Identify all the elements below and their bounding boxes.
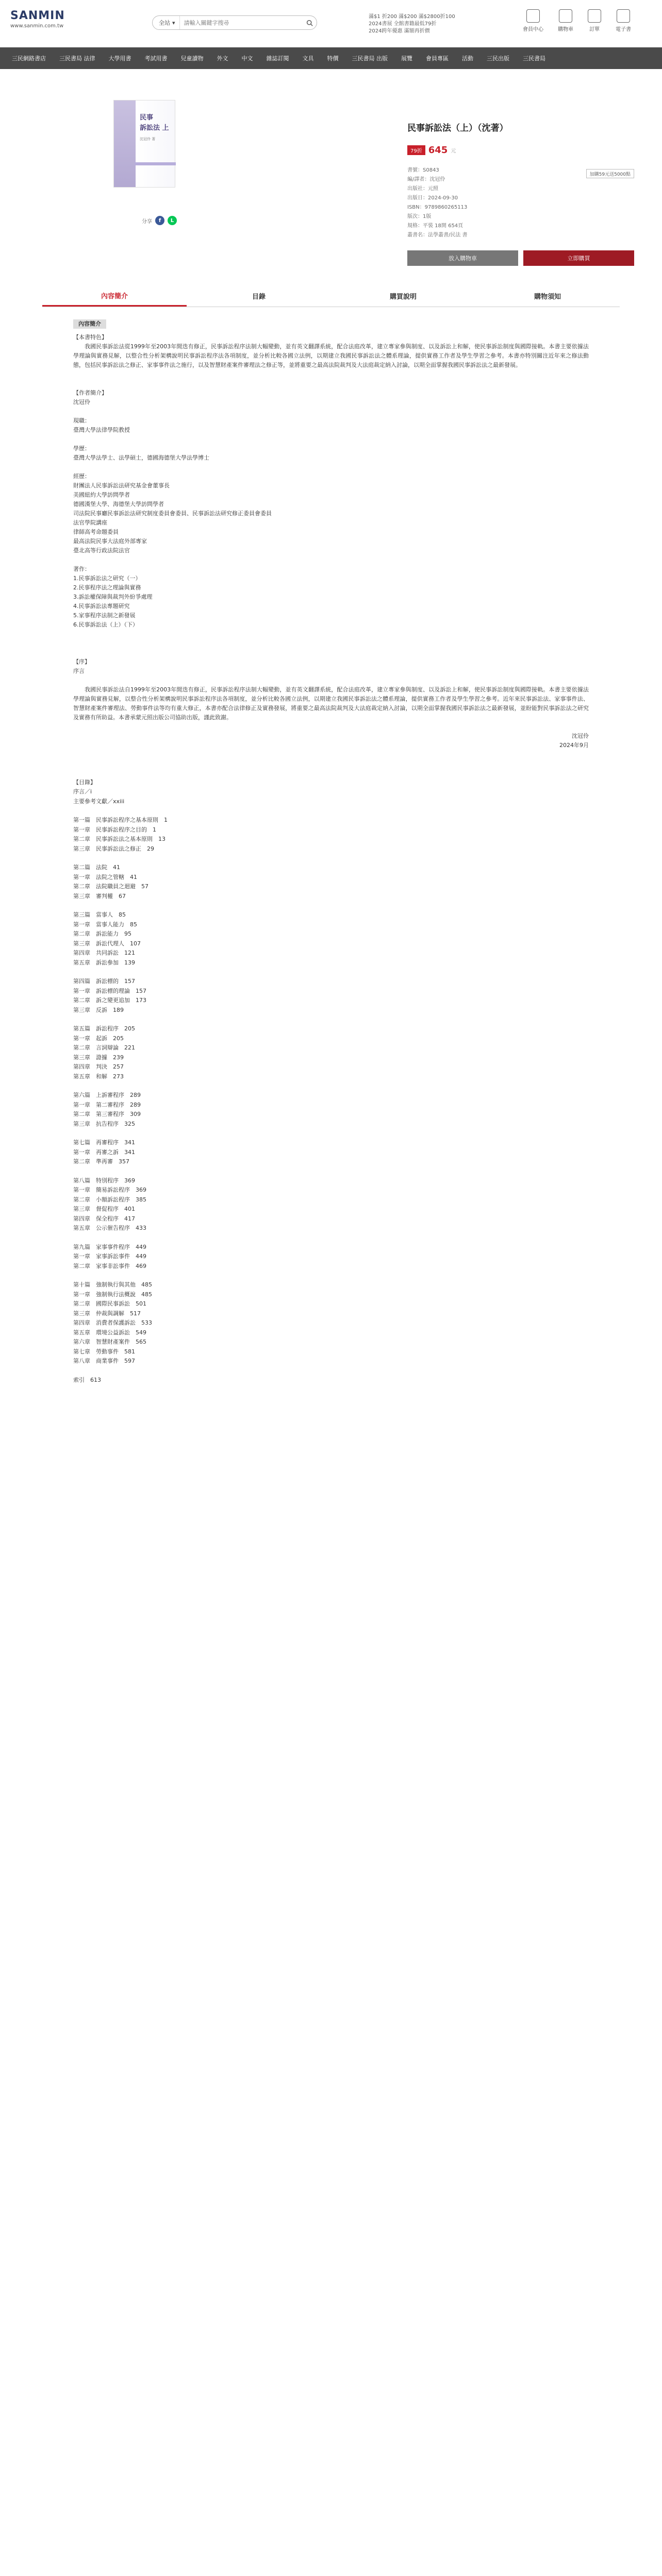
price-unit: 元	[451, 148, 456, 154]
list-line: 第二篇 法院 41	[73, 864, 120, 871]
list-line: 第一章 當事人能力 85	[73, 921, 137, 928]
blank-line	[73, 854, 589, 863]
blank-line	[73, 1233, 589, 1243]
list-line: 第一章 第二審程序 289	[73, 1101, 141, 1108]
works-list	[73, 574, 589, 630]
blank-line	[73, 1015, 589, 1024]
list-line: 第五章 訴訟參加 139	[73, 959, 135, 966]
tab-shopping-notes[interactable]: 購物須知	[534, 293, 561, 301]
list-line: 第三章 訴訟代理人 107	[73, 940, 141, 947]
list-line: 第四章 判決 257	[73, 1063, 124, 1070]
logo-text: SANMIN	[10, 9, 65, 22]
nav-item[interactable]: 中文	[241, 55, 253, 62]
cover-title: 民事	[140, 114, 154, 122]
experience-heading: 經歷：	[73, 473, 90, 480]
nav-item[interactable]: 大學用書	[108, 55, 131, 62]
nav-item[interactable]: 特價	[327, 55, 339, 62]
author-name: 沈冠伶	[73, 399, 90, 405]
list-line: 第二章 家事非訟事件 469	[73, 1262, 146, 1269]
category-nav	[0, 47, 662, 69]
list-line: 第四章 消費者保護訴訟 533	[73, 1319, 152, 1326]
search-scope-dropdown[interactable]	[153, 16, 180, 29]
blank-line	[73, 1366, 589, 1376]
add-to-cart-button[interactable]: 放入購物車	[407, 250, 518, 266]
blank-line	[73, 901, 589, 910]
intro-block	[73, 333, 589, 370]
tool-label: 購物車	[558, 27, 573, 32]
buy-now-button[interactable]: 立即購買	[523, 250, 634, 266]
education-heading: 學歷：	[73, 445, 90, 452]
search-input[interactable]	[180, 20, 302, 26]
list-line: 第二章 言詞辯論 221	[73, 1044, 135, 1051]
list-line: 第五章 環境公益訴訟 549	[73, 1329, 146, 1336]
list-line: 第一章 起訴 205	[73, 1035, 124, 1042]
tool-label: 電子書	[616, 27, 631, 32]
list-line: 第四章 保全程序 417	[73, 1215, 135, 1222]
share-row	[142, 216, 177, 225]
price-row	[407, 145, 634, 156]
list-line: 出版社：元照	[407, 186, 438, 192]
author-block	[73, 388, 589, 630]
line-icon[interactable]: L	[168, 216, 177, 225]
cover-spine	[114, 100, 136, 187]
list-line: 編/譯者：沈冠伶	[407, 177, 445, 182]
meta-wrap	[407, 166, 634, 240]
list-line: 第一篇 民事訴訟程序之基本原則 1	[73, 817, 168, 823]
position-text: 臺灣大學法律學院教授	[73, 427, 130, 433]
order-icon	[588, 9, 601, 23]
list-line: 第三篇 當事人 85	[73, 911, 126, 918]
blank-line	[73, 1081, 589, 1091]
product-info	[407, 121, 634, 266]
list-line: 索引 613	[73, 1376, 101, 1383]
tab-purchase-info[interactable]: 購買說明	[389, 293, 417, 301]
cover-stripe	[135, 162, 176, 165]
cart-icon	[559, 9, 572, 23]
preface-date: 2024年9月	[559, 742, 589, 749]
list-line: 規格：平裝 18開 654頁	[407, 223, 464, 229]
list-line: 第三章 反訴 189	[73, 1006, 124, 1013]
intro-text: 我國民事訴訟法從1999年至2003年間迭有修正，民事訴訟程序法制大幅變動，並有英文翻譯系統，配合法庭改革，建立專家參與制度、以及訴訟上和解，使民事訴訟制度與國際接軌。本書主要依據法學理論與實務見解，以整合性分析架構說明民事訴訟程序法各項制度，並分析比較各國立法例，以期建立我國民事訴訟法之體系理論，提供實務工作者及學生學習之參考。本書亦特別關注近年來之修法動態，包括民事訴訟法之修正、家事事件法之施行，以及智慧財產案件審理法之修正等，並將重要之最高法院裁判及大法庭裁定納入討論，以期全面掌握我國民事訴訟法之最新發展。	[73, 343, 589, 368]
list-line: 叢書名：法學叢書/民法 書	[407, 232, 468, 238]
nav-item[interactable]: 考試用書	[144, 55, 168, 62]
list-line: 第一章 再審之訴 341	[73, 1148, 135, 1156]
intro-heading: 【本書特色】	[73, 334, 107, 341]
list-line: 第二章 訴訟能力 95	[73, 930, 131, 937]
header-tools	[523, 9, 631, 32]
order-button[interactable]	[588, 9, 601, 32]
list-line: 第五篇 訴訟程序 205	[73, 1025, 135, 1032]
list-line: 序言／i	[73, 788, 92, 795]
toc-heading: 【目錄】	[73, 779, 96, 786]
nav-item[interactable]: 活動	[462, 55, 473, 62]
list-line: 第三章 民事訴訟法之修正 29	[73, 845, 154, 852]
list-line: 5.家事程序法制之新發展	[73, 612, 136, 619]
action-buttons	[407, 250, 634, 266]
preface-block	[73, 657, 589, 750]
list-line: 第三章 督促程序 401	[73, 1206, 135, 1212]
preface-heading: 【序】	[73, 658, 90, 665]
discount-badge: 79折	[407, 145, 425, 155]
detail-content	[73, 307, 589, 1385]
top-header	[0, 0, 662, 47]
list-line: 財團法人民事訴訟法研究基金會董事長	[73, 482, 170, 489]
list-line: 美國紐約大學訪問學者	[73, 492, 130, 498]
nav-item[interactable]: 文具	[302, 55, 314, 62]
list-line: 書號：S0843	[407, 167, 439, 173]
list-line: 第二章 準再審 357	[73, 1158, 129, 1165]
nav-item[interactable]: 兒童讀物	[180, 55, 204, 62]
list-line: 第八篇 特別程序 369	[73, 1177, 135, 1184]
book-title: 民事訴訟法（上）（沈著）	[407, 123, 508, 133]
tool-label: 會員中心	[523, 27, 543, 32]
list-line: 第三章 仲裁與調解 517	[73, 1310, 141, 1317]
section-title: 內容簡介	[73, 319, 106, 329]
list-line: 第一章 家事訴訟事件 449	[73, 1253, 146, 1260]
promo-line: 滿$1 折200 滿$200 滿$2800折100	[369, 14, 455, 20]
list-line: 第一章 簡易訴訟程序 369	[73, 1187, 146, 1193]
list-line: 第一章 訴訟標的理論 157	[73, 987, 146, 994]
cover-title: 訴訟法 上	[140, 124, 169, 132]
list-line: 德國漢堡大學、海德堡大學訪問學者	[73, 501, 164, 507]
list-line: 最高法院民事大法庭外部專家	[73, 538, 147, 545]
logo-url: www.sanmin.com.tw	[10, 23, 64, 29]
search-bar	[152, 15, 317, 30]
list-line: 第二章 民事訴訟法之基本原則 13	[73, 836, 166, 842]
list-line: 第二章 法院職員之迴避 57	[73, 883, 148, 890]
blank-line	[73, 1271, 589, 1280]
list-line: 2.民事程序法之理論與實務	[73, 584, 141, 591]
nav-item[interactable]: 三民書局 出版	[352, 55, 388, 62]
promo-line: 2024書展 全館書籍最低79折	[369, 21, 437, 27]
nav-item[interactable]: 展覽	[401, 55, 412, 62]
book-cover-image[interactable]	[113, 100, 175, 188]
member-icon	[526, 9, 540, 23]
book-meta	[407, 166, 468, 240]
list-line: 第三章 審判權 67	[73, 892, 126, 900]
ebook-icon	[617, 9, 630, 23]
list-line: 第二章 第三審程序 309	[73, 1111, 141, 1117]
toc-list	[73, 787, 589, 1385]
facebook-icon[interactable]: f	[155, 216, 164, 225]
list-line: 第二章 訴之變更追加 173	[73, 997, 146, 1004]
list-line: 第六章 智慧財產案件 565	[73, 1338, 146, 1345]
search-scope-label: 全站	[159, 20, 170, 26]
author-heading: 【作者簡介】	[73, 389, 107, 396]
list-line: 第二章 國際民事訴訟 501	[73, 1300, 146, 1307]
share-label: 分享	[142, 218, 152, 225]
nav-item[interactable]: 三民書局 法律	[59, 55, 95, 62]
list-line: 第七章 勞動事件 581	[73, 1348, 135, 1355]
blank-line	[73, 1167, 589, 1176]
preface-signature: 沈冠伶	[572, 733, 589, 739]
list-line: ISBN：9789860265113	[407, 205, 468, 210]
list-line: 第一章 法院之管轄 41	[73, 873, 137, 880]
list-line: 第一章 強制執行法概說 485	[73, 1291, 152, 1298]
list-line: 第十篇 強制執行與其他 485	[73, 1281, 152, 1288]
list-line: 第七篇 再審程序 341	[73, 1139, 135, 1146]
list-line: 第五章 和解 273	[73, 1073, 124, 1080]
toc-block	[73, 778, 589, 1385]
site-logo[interactable]	[10, 9, 65, 29]
list-line: 第四章 共同訴訟 121	[73, 950, 135, 956]
list-line: 第三章 證據 239	[73, 1054, 124, 1061]
nav-item[interactable]: 三民出版	[487, 55, 509, 62]
list-line: 法官學院講座	[73, 519, 107, 526]
chevron-down-icon: ▾	[172, 19, 175, 26]
nav-item[interactable]: 雜誌訂閱	[266, 55, 289, 62]
promo-text[interactable]	[369, 13, 455, 35]
list-line: 6.民事訴訟法（上）（下）	[73, 621, 138, 628]
search-button[interactable]	[302, 16, 317, 29]
blank-line	[73, 806, 589, 816]
list-line: 第一章 民事訴訟程序之目的 1	[73, 826, 156, 833]
tool-label: 訂單	[589, 27, 600, 32]
ebook-button[interactable]	[616, 9, 631, 32]
list-line: 1.民事訴訟法之研究（一）	[73, 575, 141, 582]
member-center-button[interactable]	[523, 9, 543, 32]
list-line: 第二章 小額訴訟程序 385	[73, 1196, 146, 1203]
nav-item[interactable]: 三民書局	[523, 55, 545, 62]
detail-tabs	[42, 285, 620, 307]
blank-line	[73, 968, 589, 977]
list-line: 第九篇 家事事件程序 449	[73, 1243, 146, 1250]
search-icon	[306, 20, 313, 26]
promo-line: 2024跨年優惠 滿額再折價	[369, 28, 430, 34]
list-line: 3.訴訟權保障與裁判外紛爭處理	[73, 594, 153, 600]
list-line: 第六篇 上訴審程序 289	[73, 1092, 141, 1098]
list-line: 第八章 商業事件 597	[73, 1358, 135, 1364]
works-heading: 著作：	[73, 566, 90, 572]
tab-intro[interactable]: 內容簡介	[42, 285, 187, 307]
product-section	[0, 69, 662, 285]
cover-author: 沈冠伶 著	[140, 137, 156, 141]
list-line: 律師高考命題委員	[73, 529, 119, 535]
price: 645	[428, 145, 448, 156]
experience-list	[73, 481, 589, 555]
blank-line	[73, 1129, 589, 1138]
promo-tag[interactable]: 加購59元送5000點	[586, 169, 634, 178]
list-line: 司法院民事廳民事訴訟法研究制度委員會委員、民事訴訟法研究修正委員會委員	[73, 510, 272, 517]
cart-button[interactable]	[558, 9, 573, 32]
nav-item[interactable]: 會員專區	[426, 55, 449, 62]
nav-item[interactable]: 三民網路書店	[12, 55, 46, 62]
education-text: 臺灣大學法學士、法學碩士，德國海德堡大學法學博士	[73, 454, 209, 461]
preface-title: 序言	[73, 668, 85, 674]
list-line: 出版日：2024-09-30	[407, 195, 458, 201]
preface-text: 我國民事訴訟法自1999年至2003年間迭有修正，民事訴訟程序法制大幅變動，並有英文翻譯系統，配合法庭改革，建立專家參與制度、以及訴訟上和解，使民事訴訟制度與國際接軌。本書主要依據法學理論與實務見解，以整合性分析架構說明民事訴訟程序法各項制度，並分析比較各國立法例，以期建立我國民事訴訟法之體系理論，提供實務工作者及學生學習之參考。近年來民事訴訟法、家事事件法、智慧財產案件審理法、勞動事件法等均有重大修正，本書亦配合法律修正及實務發展，將重要之最高法院裁判及大法庭裁定納入討論，以期全面掌握我國民事訴訟法之最新發展，並盼能對民事訴訟法之研究及實務有所助益。本書承蒙元照出版公司協助出版，謹此致謝。	[73, 686, 589, 721]
position-heading: 現職：	[73, 417, 90, 424]
list-line: 第五章 公示催告程序 433	[73, 1225, 146, 1231]
list-line: 第三章 抗告程序 325	[73, 1120, 135, 1127]
tab-toc[interactable]: 目錄	[252, 293, 266, 301]
nav-item[interactable]: 外文	[217, 55, 228, 62]
list-line: 臺北高等行政法院法官	[73, 547, 130, 554]
list-line: 主要參考文獻／xxiii	[73, 798, 125, 805]
list-line: 版次：1版	[407, 214, 432, 219]
list-line: 4.民事訴訟法專題研究	[73, 603, 130, 609]
list-line: 第四篇 訴訟標的 157	[73, 978, 135, 985]
